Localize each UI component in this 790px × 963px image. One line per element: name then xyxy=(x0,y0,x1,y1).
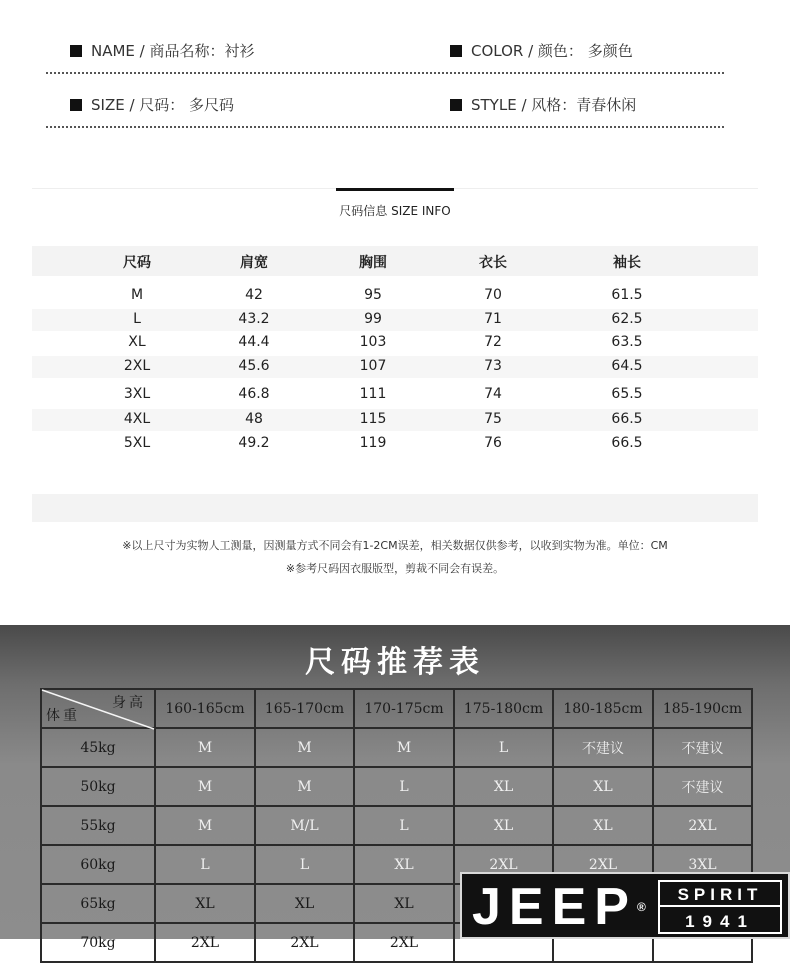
table-cell: 71 xyxy=(484,311,502,327)
table-cell: 5XL xyxy=(123,435,151,451)
table-row xyxy=(32,309,758,331)
jeep-spirit-logo xyxy=(460,872,790,939)
table-row xyxy=(32,332,758,354)
table-cell: 72 xyxy=(484,334,502,350)
weight-cell: 65kg xyxy=(41,884,155,923)
table-cell: XL xyxy=(255,884,354,923)
weight-cell: 50kg xyxy=(41,767,155,806)
table-cell: XL xyxy=(454,806,553,845)
spec-color-text: COLOR / 颜色： 多颜色 xyxy=(471,42,633,60)
spec-name-text: NAME / 商品名称：衬衫 xyxy=(91,42,255,60)
table-cell: 49.2 xyxy=(238,435,270,451)
table-cell: 2XL xyxy=(454,845,553,884)
table-cell: XL xyxy=(155,884,255,923)
spec-row-2 xyxy=(46,88,724,128)
table-cell: 64.5 xyxy=(611,358,643,374)
table-row xyxy=(32,384,758,406)
registered-mark: ® xyxy=(636,900,646,914)
table-cell: XL xyxy=(354,845,454,884)
spec-size-text: SIZE / 尺码： 多尺码 xyxy=(91,96,235,114)
table-cell: L xyxy=(354,806,454,845)
header-cell: 尺码 xyxy=(123,255,151,271)
table-cell: XL xyxy=(553,806,653,845)
spec-size xyxy=(70,94,234,115)
table-row xyxy=(41,728,752,767)
table-cell: M xyxy=(155,806,255,845)
table-cell: XL xyxy=(128,334,146,350)
product-spec xyxy=(0,0,790,140)
bullet-square-icon xyxy=(450,45,462,57)
height-header: 160-165cm xyxy=(155,689,255,728)
corner-cell xyxy=(41,689,155,728)
table-cell: 2XL xyxy=(123,358,151,374)
size-table xyxy=(32,246,758,451)
height-header: 170-175cm xyxy=(354,689,454,728)
weight-cell: 45kg xyxy=(41,728,155,767)
table-cell: L xyxy=(354,767,454,806)
size-table-footer-band xyxy=(32,494,758,522)
table-cell: 不建议 xyxy=(553,728,653,767)
bullet-square-icon xyxy=(70,99,82,111)
size-info-title: 尺码信息 SIZE INFO xyxy=(339,204,451,218)
table-cell: 61.5 xyxy=(611,287,643,303)
table-cell: 73 xyxy=(484,358,502,374)
height-header: 175-180cm xyxy=(454,689,553,728)
spec-row-1 xyxy=(46,34,724,74)
table-cell: 115 xyxy=(359,411,387,427)
table-cell: M/L xyxy=(255,806,354,845)
height-header: 185-190cm xyxy=(653,689,752,728)
table-cell: 42 xyxy=(245,287,263,303)
table-cell: 45.6 xyxy=(238,358,270,374)
table-cell: 43.2 xyxy=(238,311,270,327)
bullet-square-icon xyxy=(70,45,82,57)
table-row xyxy=(41,806,752,845)
table-cell: 62.5 xyxy=(611,311,643,327)
table-cell: L xyxy=(155,845,255,884)
table-cell: XL xyxy=(454,767,553,806)
table-cell: M xyxy=(255,767,354,806)
measurement-note: ※以上尺寸为实物人工测量，因测量方式不同会有1-2CM误差，相关数据仅供参考，以收到实物为准。单位：CM xyxy=(122,539,668,552)
table-cell: 99 xyxy=(364,311,382,327)
table-cell: M xyxy=(354,728,454,767)
table-cell: XL xyxy=(354,884,454,923)
table-cell: 75 xyxy=(484,411,502,427)
logo-brand-text: JEEP xyxy=(472,878,637,936)
weight-cell: 55kg xyxy=(41,806,155,845)
table-cell: M xyxy=(130,287,144,303)
height-header: 180-185cm xyxy=(553,689,653,728)
table-row xyxy=(32,409,758,431)
table-cell: 2XL xyxy=(155,923,255,962)
logo-year: 1941 xyxy=(685,912,755,931)
table-cell: 2XL xyxy=(354,923,454,962)
table-cell: 103 xyxy=(359,334,387,350)
table-cell: 48 xyxy=(245,411,263,427)
table-cell: L xyxy=(255,845,354,884)
table-cell: 76 xyxy=(484,435,502,451)
corner-height-label: 身高 xyxy=(112,695,146,711)
table-cell: M xyxy=(255,728,354,767)
table-cell: 3XL xyxy=(653,845,752,884)
table-cell: 63.5 xyxy=(611,334,643,350)
spec-style xyxy=(450,94,636,115)
table-cell: XL xyxy=(553,767,653,806)
spec-color xyxy=(450,40,633,61)
table-cell: 119 xyxy=(359,435,387,451)
table-cell: 2XL xyxy=(553,845,653,884)
table-row xyxy=(41,767,752,806)
table-row xyxy=(32,285,758,307)
table-cell: L xyxy=(454,728,553,767)
table-cell: 3XL xyxy=(123,386,151,402)
table-cell: 2XL xyxy=(653,806,752,845)
weight-cell: 60kg xyxy=(41,845,155,884)
table-cell: 46.8 xyxy=(238,386,270,402)
header-cell: 胸围 xyxy=(359,255,387,271)
table-cell: 70 xyxy=(484,287,502,303)
size-table-header xyxy=(32,246,758,276)
header-cell: 袖长 xyxy=(613,255,641,271)
logo-brand xyxy=(472,878,646,936)
recommendation-title: 尺码推荐表 xyxy=(305,645,485,680)
table-cell: 2XL xyxy=(255,923,354,962)
table-cell: 111 xyxy=(359,386,387,402)
table-cell: 95 xyxy=(364,287,382,303)
table-cell: 74 xyxy=(484,386,502,402)
fit-note: ※参考尺码因衣服版型，剪裁不同会有误差。 xyxy=(285,562,505,575)
table-cell: L xyxy=(133,311,141,327)
table-cell: 4XL xyxy=(123,411,151,427)
logo-spirit: SPIRIT xyxy=(660,882,780,907)
table-cell: 107 xyxy=(359,358,387,374)
corner-weight-label: 体重 xyxy=(46,708,80,724)
table-row xyxy=(32,433,758,455)
table-cell: M xyxy=(155,728,255,767)
section-tab-bar xyxy=(336,188,454,191)
height-header: 165-170cm xyxy=(255,689,354,728)
table-cell: M xyxy=(155,767,255,806)
table-cell: 66.5 xyxy=(611,411,643,427)
table-cell: 不建议 xyxy=(653,728,752,767)
bullet-square-icon xyxy=(450,99,462,111)
weight-cell: 70kg xyxy=(41,923,155,962)
spec-style-text: STYLE / 风格：青春休闲 xyxy=(471,96,637,114)
table-cell: 65.5 xyxy=(611,386,643,402)
table-cell: 44.4 xyxy=(238,334,270,350)
header-cell: 衣长 xyxy=(479,255,507,271)
logo-badge xyxy=(658,880,782,934)
header-cell: 肩宽 xyxy=(240,255,268,271)
table-cell: 66.5 xyxy=(611,435,643,451)
table-cell: 不建议 xyxy=(653,767,752,806)
spec-name xyxy=(70,40,255,61)
table-row xyxy=(32,356,758,378)
recommendation-header-row xyxy=(41,689,752,728)
